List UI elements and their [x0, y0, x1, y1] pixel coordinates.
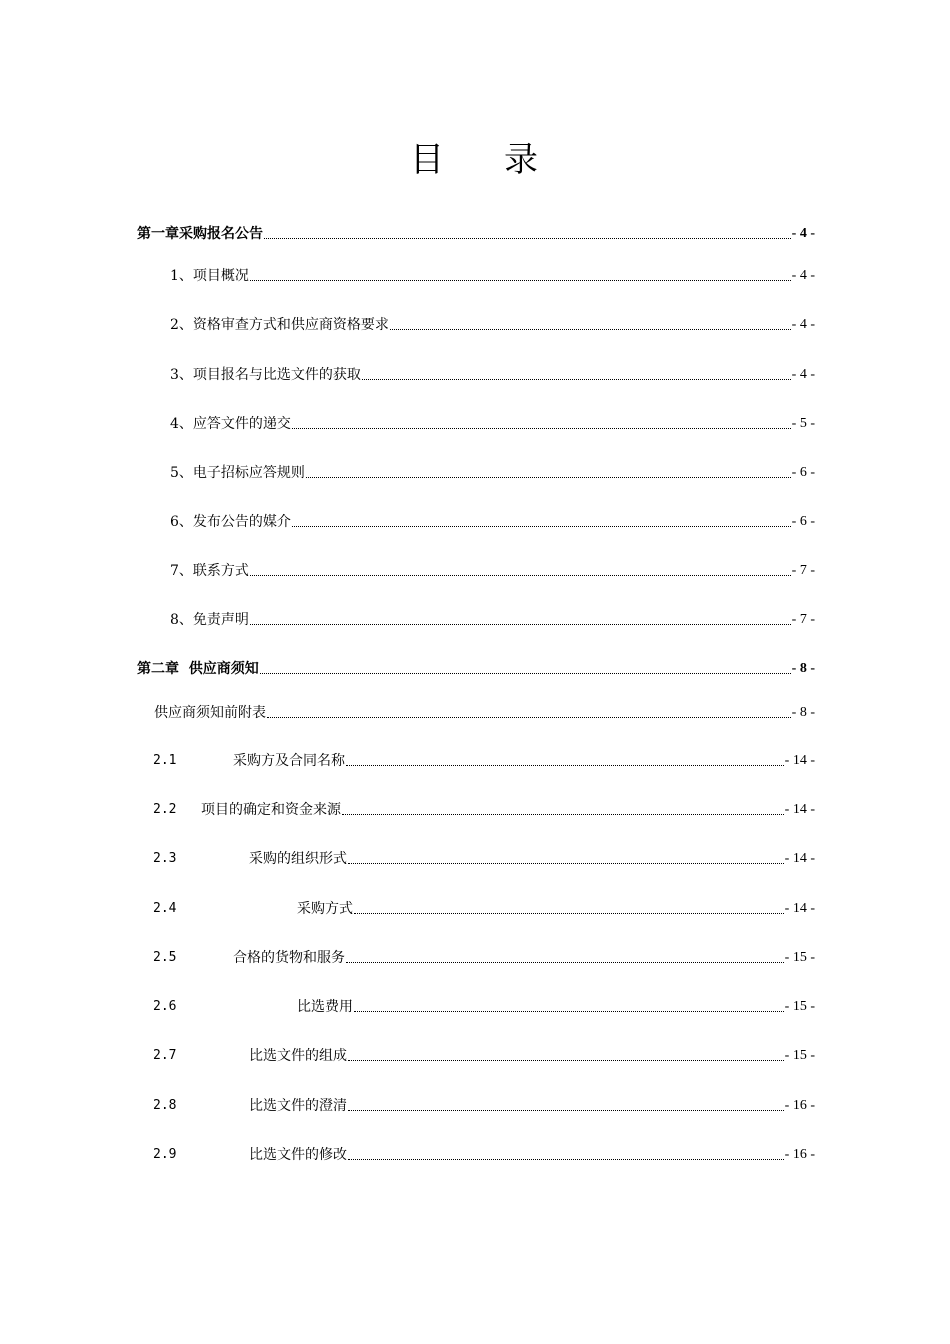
toc-label: 2、资格审查方式和供应商资格要求 — [170, 317, 389, 333]
toc-page-number: - 8 - — [791, 705, 815, 720]
title-char-2: 录 — [504, 140, 540, 180]
toc-page-number: - 15 - — [784, 1048, 815, 1063]
toc-leader — [348, 1059, 784, 1061]
toc-leader — [354, 1010, 784, 1012]
toc-number: 2.7 — [153, 1048, 177, 1063]
toc-leader — [250, 279, 791, 281]
toc-label: 采购的组织形式 — [249, 851, 347, 867]
toc-label: 采购方及合同名称 — [233, 753, 345, 769]
toc-label: 采购方式 — [297, 901, 353, 917]
toc-label: 比选文件的修改 — [249, 1147, 347, 1163]
toc-leader — [348, 1109, 784, 1111]
toc-page-number: - 15 - — [784, 999, 815, 1014]
toc-entry[interactable] — [153, 948, 815, 968]
toc-label: 项目的确定和资金来源 — [201, 802, 341, 818]
page-title — [0, 140, 950, 180]
toc-leader — [250, 574, 791, 576]
toc-page-number: - 14 - — [784, 753, 815, 768]
toc-page-number: - 4 - — [791, 317, 815, 332]
toc-number: 2.1 — [153, 753, 177, 768]
title-char-1: 目 — [410, 140, 446, 180]
toc-entry[interactable] — [170, 610, 815, 630]
toc-page-number: - 8 - — [791, 661, 815, 676]
toc-label: 8、免责声明 — [170, 612, 249, 628]
toc-entry[interactable] — [153, 849, 815, 869]
toc-entry-chapter-1[interactable] — [137, 224, 815, 244]
toc-leader — [354, 912, 784, 914]
toc-number: 2.5 — [153, 950, 177, 965]
toc-label: 5、电子招标应答规则 — [170, 465, 305, 481]
toc-leader — [292, 427, 791, 429]
toc-entry-chapter-2[interactable] — [137, 659, 815, 679]
toc-leader — [292, 525, 791, 527]
toc-entry[interactable] — [153, 1096, 815, 1116]
toc-leader — [342, 813, 784, 815]
toc-entry[interactable] — [153, 899, 815, 919]
toc-page-number: - 4 - — [791, 226, 815, 241]
toc-page-number: - 16 - — [784, 1147, 815, 1162]
toc-entry[interactable] — [154, 703, 815, 723]
toc-label: 6、发布公告的媒介 — [170, 514, 291, 530]
toc-label: 4、应答文件的递交 — [170, 416, 291, 432]
toc-number: 2.2 — [153, 802, 177, 817]
toc-page-number: - 7 - — [791, 563, 815, 578]
toc-leader — [260, 672, 791, 674]
toc-entry[interactable] — [153, 1145, 815, 1165]
toc-leader — [267, 716, 791, 718]
toc-entry[interactable] — [170, 266, 815, 286]
toc-number: 2.8 — [153, 1098, 177, 1113]
toc-leader — [346, 764, 784, 766]
toc-page-number: - 14 - — [784, 851, 815, 866]
toc-entry[interactable] — [153, 800, 815, 820]
toc-leader — [362, 378, 791, 380]
toc-page-number: - 4 - — [791, 367, 815, 382]
toc-entry[interactable] — [170, 512, 815, 532]
toc-page-number: - 6 - — [791, 465, 815, 480]
toc-page-number: - 15 - — [784, 950, 815, 965]
toc-leader — [390, 328, 791, 330]
toc-number: 2.6 — [153, 999, 177, 1014]
toc-leader — [348, 1158, 784, 1160]
toc-page-number: - 6 - — [791, 514, 815, 529]
toc-entry[interactable] — [170, 463, 815, 483]
toc-page-number: - 14 - — [784, 802, 815, 817]
toc-page-number: - 5 - — [791, 416, 815, 431]
toc-label: 7、联系方式 — [170, 563, 249, 579]
toc-entry[interactable] — [170, 561, 815, 581]
toc-label: 供应商须知前附表 — [154, 705, 266, 721]
toc-number: 2.4 — [153, 901, 177, 916]
toc-entry[interactable] — [170, 414, 815, 434]
toc-label: 合格的货物和服务 — [233, 950, 345, 966]
toc-label: 比选文件的组成 — [249, 1048, 347, 1064]
toc-leader — [348, 862, 784, 864]
toc-entry[interactable] — [170, 365, 815, 385]
toc-number: 2.9 — [153, 1147, 177, 1162]
toc-entry[interactable] — [170, 315, 815, 335]
toc-label: 1、项目概况 — [170, 268, 249, 284]
toc-page-number: - 14 - — [784, 901, 815, 916]
toc-entry[interactable] — [153, 751, 815, 771]
toc-label: 第二章 供应商须知 — [137, 661, 259, 677]
toc-leader — [250, 623, 791, 625]
toc-leader — [264, 237, 791, 239]
toc-label: 第一章采购报名公告 — [137, 226, 263, 242]
toc-entry[interactable] — [153, 997, 815, 1017]
toc-label: 比选费用 — [297, 999, 353, 1015]
toc-page-number: - 4 - — [791, 268, 815, 283]
toc-number: 2.3 — [153, 851, 177, 866]
toc-entry[interactable] — [153, 1046, 815, 1066]
toc-leader — [346, 961, 784, 963]
toc-page-number: - 16 - — [784, 1098, 815, 1113]
toc-page-number: - 7 - — [791, 612, 815, 627]
toc-leader — [306, 476, 791, 478]
toc-label: 比选文件的澄清 — [249, 1098, 347, 1114]
toc-label: 3、项目报名与比选文件的获取 — [170, 367, 361, 383]
